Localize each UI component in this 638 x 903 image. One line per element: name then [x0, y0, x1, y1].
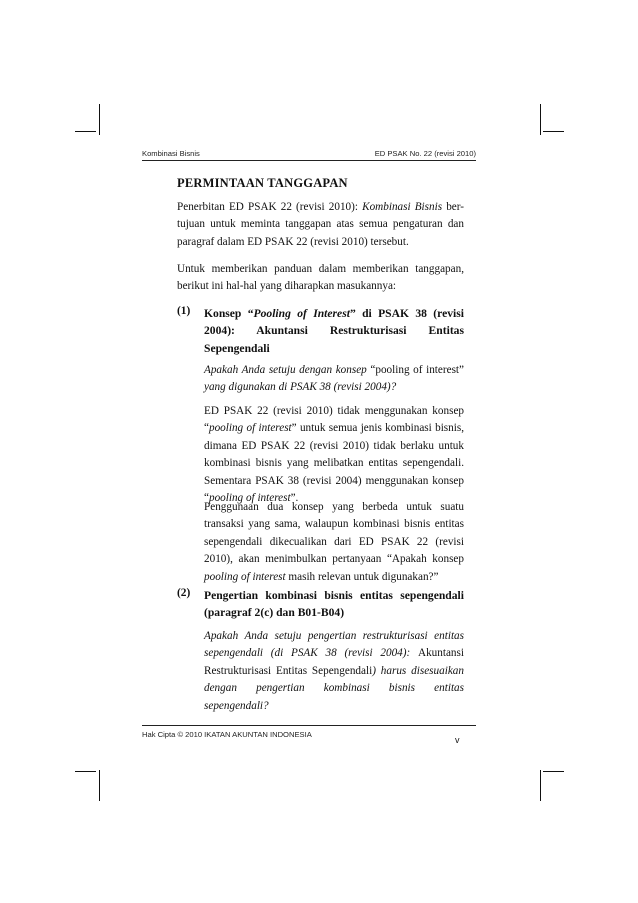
item-1-heading-a: Konsep “: [204, 307, 254, 320]
crop-mark-top-right-v: [540, 104, 541, 135]
item-1-heading-b: Pooling of Interest: [253, 307, 350, 320]
running-header-right: ED PSAK No. 22 (revisi 2010): [374, 149, 476, 158]
item-1-p1-c: ” untuk semua jenis kombinasi bisnis, dimana ED PSAK 22 (revisi 2010) tidak berlaku untuk kombinasi bisnis yang melibatkan entitas sepengendali. Sementara PSAK 38 (revisi 2004) menggunakan konsep “: [204, 422, 465, 505]
intro-p1-text-c: ber-tujuan untuk meminta tanggapan atas semua pengaturan dan paragraf dalam ED PSAK 22 (revisi 2010) tersebut.: [177, 201, 464, 248]
crop-mark-bottom-left-h: [75, 771, 96, 772]
item-1-p2-c: masih relevan untuk digunakan?”: [285, 570, 439, 583]
crop-mark-top-right-h: [543, 131, 564, 132]
crop-mark-bottom-right-v: [540, 770, 541, 801]
item-2-question-b: Akuntansi Restrukturisasi Entitas Sepengendali: [204, 647, 464, 677]
crop-mark-top-left-v: [99, 104, 100, 135]
header-rule: [142, 160, 476, 161]
intro-p1-text-a: Penerbitan ED PSAK 22 (revisi 2010):: [177, 201, 363, 213]
item-1-question: [204, 362, 464, 397]
intro-paragraph-2: Untuk memberikan panduan dalam memberikan tanggapan, berikut ini hal-hal yang diharapkan masukannya:: [177, 263, 464, 293]
footer-copyright: Hak Cipta © 2010 IKATAN AKUNTAN INDONESIA: [142, 730, 312, 739]
item-1-p2-a: Penggunaan dua konsep yang berbeda untuk suatu transaksi yang sama, walaupun kombinasi bisnis entitas sepengendali dikecualikan dari ED PSAK 22 (revisi 2010), akan menimbulkan pertanyaan “Apakah konsep: [204, 501, 464, 566]
intro-paragraph-1: [177, 199, 464, 251]
item-1-paragraph-1: [204, 403, 464, 507]
crop-mark-top-left-h: [75, 131, 96, 132]
item-2-heading: Pengertian kombinasi bisnis entitas sepengendali (paragraf 2(c) dan B01-B04): [204, 589, 464, 620]
item-2-question-a: Apakah Anda setuju pengertian restrukturisasi entitas sepengendali (di PSAK 38 (revisi 2004):: [204, 630, 464, 660]
item-1-heading-c: ” di PSAK 38 (revisi 2004): Akuntansi Restrukturisasi Entitas Sepengendali: [204, 307, 464, 355]
item-1-heading: [204, 305, 464, 357]
footer-rule: [142, 725, 476, 726]
item-1-number: (1): [177, 305, 191, 317]
item-1-question-b: “pooling of interest”: [370, 364, 465, 376]
item-1-p1-d: pooling of interest: [208, 492, 291, 505]
item-1-p1-b: pooling of interest: [208, 422, 292, 435]
section-title: PERMINTAAN TANGGAPAN: [177, 176, 348, 190]
item-1-p1-a: ED PSAK 22 (revisi 2010) tidak menggunakan konsep “: [204, 405, 464, 435]
item-1-p1-e: ”.: [290, 492, 299, 505]
crop-mark-bottom-right-h: [543, 771, 564, 772]
item-2-number: (2): [177, 587, 191, 599]
page-number: v: [455, 735, 460, 745]
item-1-question-c: yang digunakan di PSAK 38 (revisi 2004)?: [204, 381, 397, 394]
item-1-question-a: Apakah Anda setuju dengan konsep: [204, 364, 371, 376]
item-1-paragraph-2: [204, 499, 464, 586]
item-1-p2-b: pooling of interest: [204, 570, 286, 583]
running-header-left: Kombinasi Bisnis: [142, 149, 200, 158]
intro-p1-title: Kombinasi Bisnis: [362, 201, 443, 213]
item-2-question-c: ) harus disesuaikan dengan pengertian kombinasi bisnis entitas sepengendali?: [204, 664, 464, 712]
crop-mark-bottom-left-v: [99, 770, 100, 801]
item-2-question: [204, 628, 464, 715]
